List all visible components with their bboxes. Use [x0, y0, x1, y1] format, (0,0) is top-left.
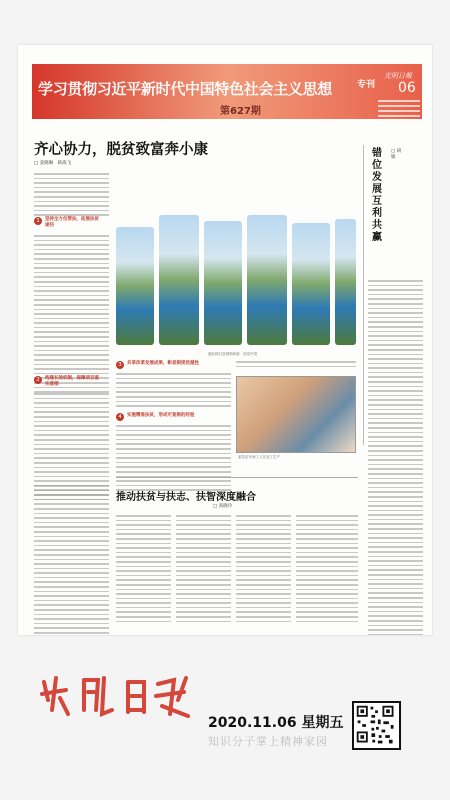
banner-suffix: 专刊: [357, 80, 376, 90]
section-3-title: 共享改革发展成果，彰显制度优越性: [127, 361, 199, 366]
photo2-caption: 某扶贫车间工人在加工生产: [238, 455, 280, 459]
footer-slogan: 知识分子掌上精神家园: [208, 735, 328, 748]
section-2-heading: [34, 376, 100, 388]
banner-page-number: 06: [398, 80, 416, 96]
article2-text-col4: [296, 515, 358, 625]
side-article-text: [368, 280, 423, 635]
banner-info-lines: [378, 100, 420, 120]
article1-intro-text: [34, 173, 109, 219]
issue-date: 2020.11.06 星期五: [208, 715, 344, 731]
article1-left-column-text: [34, 485, 109, 635]
article2-text-col3: [236, 515, 291, 625]
section-2-title: 构建长效机制，保障项目落实落细: [45, 376, 99, 387]
column-divider: [363, 145, 364, 445]
article1-headline: 齐心协力，脱贫致富奔小康: [34, 141, 208, 158]
section-3-text-right: [236, 361, 356, 370]
article1-landscape-photo: [116, 215, 356, 345]
article1-workshop-photo: [236, 376, 356, 453]
section-2-number: 2: [34, 376, 42, 384]
section-1-text: [34, 235, 109, 396]
banner-title: 学习贯彻习近平新时代中国特色社会主义思想: [38, 80, 333, 98]
article1-byline: □ 姜晓琳 韩战飞: [34, 161, 72, 166]
article2-headline: 推动扶贫与扶志、扶智深度融合: [116, 492, 256, 503]
section-4-heading: [116, 413, 195, 421]
side-article-title: 错位发展 互利共赢: [372, 148, 392, 243]
section-3-text: [116, 373, 231, 410]
banner-brand: 光明日報: [384, 72, 412, 80]
newspaper-page: [18, 45, 432, 635]
section-4-text: [116, 425, 231, 494]
article2-text-col1: [116, 515, 171, 625]
section-3-heading: [116, 361, 199, 369]
banner-issue-number: 第627期: [220, 106, 261, 117]
section-4-number: 4: [116, 413, 124, 421]
side-article-byline: □ 胡敏: [391, 149, 402, 160]
special-issue-banner: [32, 64, 422, 119]
article2-text-col2: [176, 515, 231, 625]
article2-top-rule: [116, 477, 358, 478]
section-3-number: 3: [116, 361, 124, 369]
section-1-title: 坚持全方位帮扶，拓展扶贫途径: [45, 217, 99, 228]
section-1-heading: [34, 217, 100, 229]
section-1-number: 1: [34, 217, 42, 225]
article2-byline: □ 高晓玲: [213, 504, 233, 509]
guangming-daily-logo: [38, 670, 198, 720]
photo1-caption: 湖北秭归县城郭新貌 视觉中国: [208, 352, 257, 356]
qr-code-icon[interactable]: [352, 701, 401, 750]
section-4-title: 实施精准扶贫，形成可复制的经验: [127, 413, 195, 418]
